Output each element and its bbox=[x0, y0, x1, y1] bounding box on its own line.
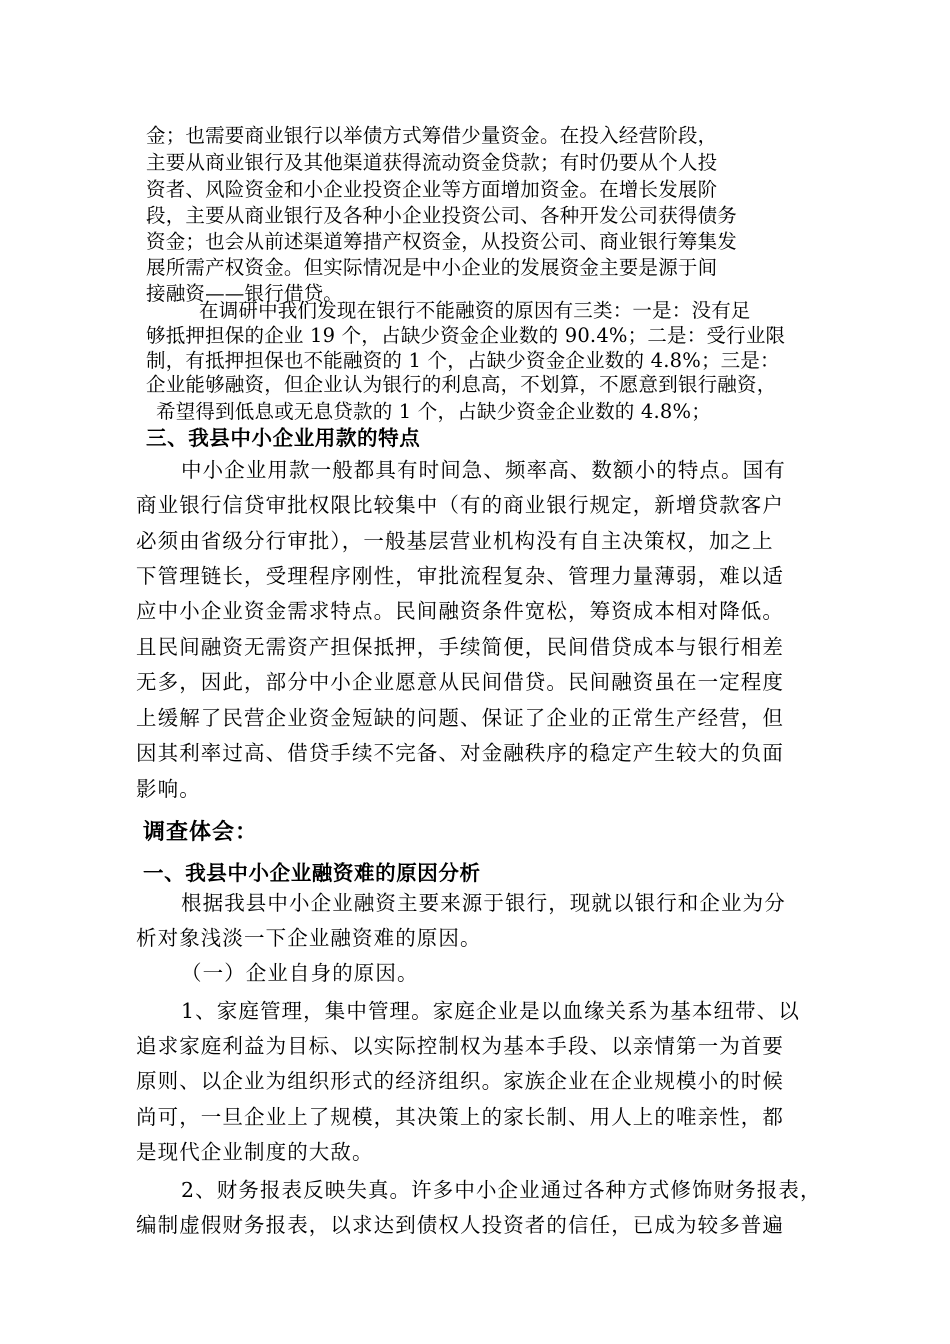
paragraph-line: 原则、以企业为组织形式的经济组织。家族企业在企业规模小的时候 bbox=[136, 1069, 784, 1093]
paragraph-line: 因其利率过高、借贷手续不完备、对金融秩序的稳定产生较大的负面 bbox=[136, 741, 784, 765]
paragraph-line: 主要从商业银行及其他渠道获得流动资金贷款；有时仍要从个人投 bbox=[146, 151, 718, 174]
paragraph-line: 应中小企业资金需求特点。民间融资条件宽松，筹资成本相对降低。 bbox=[136, 599, 784, 623]
paragraph-line: 2、财务报表反映失真。许多中小企业通过各种方式修饰财务报表， bbox=[181, 1178, 822, 1202]
paragraph-line: 下管理链长，受理程序刚性，审批流程复杂、管理力量薄弱，难以适 bbox=[136, 564, 784, 588]
paragraph-line: 商业银行信贷审批权限比较集中（有的商业银行规定，新增贷款客户 bbox=[136, 493, 784, 517]
analysis-heading: 一、我县中小企业融资难的原因分析 bbox=[143, 861, 481, 885]
paragraph-line: 必须由省级分行审批），一般基层营业机构没有自主决策权，加之上 bbox=[136, 529, 774, 553]
paragraph-line: 够抵押担保的企业 19 个，占缺少资金企业数的 90.4%；二是：受行业限 bbox=[146, 324, 786, 347]
paragraph-line: 中小企业用款一般都具有时间急、频率高、数额小的特点。国有 bbox=[181, 458, 786, 482]
paragraph-line: 金；也需要商业银行以举债方式筹借少量资金。在投入经营阶段， bbox=[146, 124, 718, 147]
paragraph-line: 且民间融资无需资产担保抵押，手续简便，民间借贷成本与银行相差 bbox=[136, 635, 784, 659]
paragraph-line: 是现代企业制度的大敌。 bbox=[136, 1140, 374, 1164]
paragraph-line: 无多，因此，部分中小企业愿意从民间借贷。民间融资虽在一定程度 bbox=[136, 670, 784, 694]
section-heading: 三、我县中小企业用款的特点 bbox=[146, 426, 421, 450]
paragraph-line: 尚可，一旦企业上了规模，其决策上的家长制、用人上的唯亲性，都 bbox=[136, 1105, 784, 1129]
paragraph-line: 根据我县中小企业融资主要来源于银行，现就以银行和企业为分 bbox=[181, 891, 786, 915]
paragraph-line: 1、家庭管理，集中管理。家庭企业是以血缘关系为基本纽带、以 bbox=[181, 999, 800, 1023]
paragraph-line: 段，主要从商业银行及各种小企业投资公司、各种开发公司获得债务 bbox=[146, 204, 738, 227]
paragraph-line: 影响。 bbox=[136, 777, 201, 801]
subsection-heading: （一）企业自身的原因。 bbox=[181, 961, 419, 985]
paragraph-line: 析对象浅淡一下企业融资难的原因。 bbox=[136, 926, 482, 950]
paragraph-line: 展所需产权资金。但实际情况是中小企业的发展资金主要是源于间 bbox=[146, 256, 718, 279]
paragraph-line: 希望得到低息或无息贷款的 1 个，占缺少资金企业数的 4.8%； bbox=[156, 400, 711, 423]
paragraph-line: 编制虚假财务报表，以求达到债权人投资者的信任，已成为较多普遍 bbox=[136, 1213, 784, 1237]
paragraph-line: 在调研中我们发现在银行不能融资的原因有三类：一是：没有足 bbox=[199, 299, 751, 322]
paragraph-line: 资金；也会从前述渠道筹措产权资金，从投资公司、商业银行筹集发 bbox=[146, 230, 738, 253]
paragraph-line: 制，有抵押担保也不能融资的 1 个，占缺少资金企业数的 4.8%；三是： bbox=[146, 349, 780, 372]
paragraph-line: 追求家庭利益为目标、以实际控制权为基本手段、以亲情第一为首要 bbox=[136, 1034, 784, 1058]
paragraph-line: 接融资——银行借贷。 bbox=[146, 282, 344, 305]
paragraph-line: 上缓解了民营企业资金短缺的问题、保证了企业的正常生产经营，但 bbox=[136, 706, 784, 730]
survey-heading: 调查体会： bbox=[143, 820, 259, 845]
paragraph-line: 企业能够融资，但企业认为银行的利息高，不划算，不愿意到银行融资， bbox=[146, 373, 777, 396]
paragraph-line: 资者、风险资金和小企业投资企业等方面增加资金。在增长发展阶 bbox=[146, 178, 718, 201]
